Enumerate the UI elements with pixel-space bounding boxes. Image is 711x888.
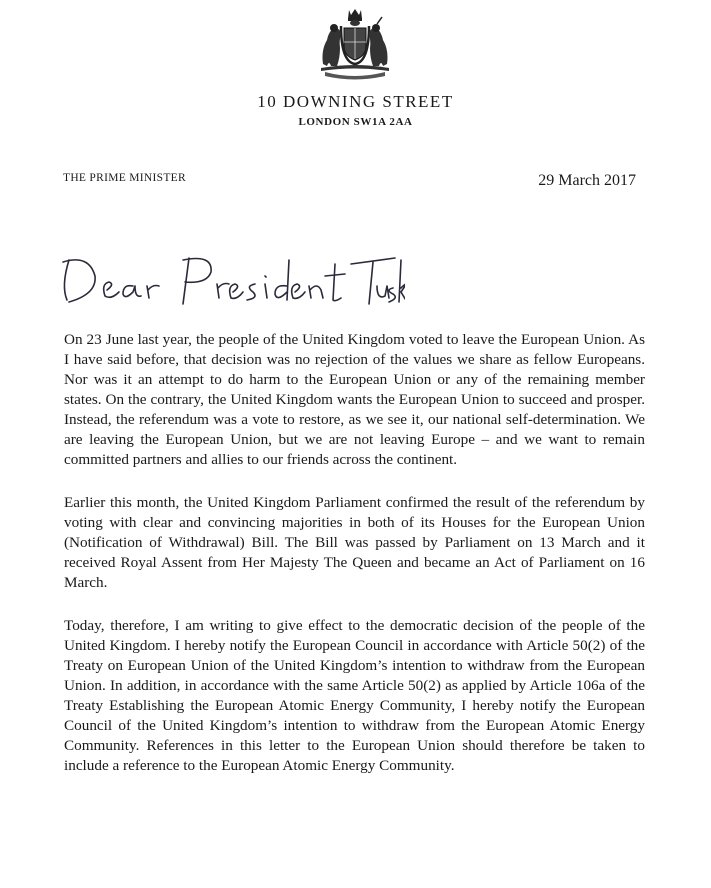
paragraph: Today, therefore, I am writing to give effect to the democratic decision of the people of the United Kingdom. I hereby notify the European Council in accordance with Article 50(2) of the Treaty on European Union of the United Kingdom’s intention to withdraw from the European Union. In addition, in accordance with the same Article 50(2) as applied by Article 106a of the Treaty Establishing the European Atomic Energy Community, I hereby notify the European Council of the United Kingdom’s intention to withdraw from the European Atomic Energy Community. References in this letter to the European Union should therefore be taken to include a reference to the European Atomic Energy Community. [64,617,645,774]
letter-date: 29 March 2017 [538,172,636,189]
letter-body [64,330,645,799]
paragraph: On 23 June last year, the people of the United Kingdom voted to leave the European Union. As I have said before, that decision was no rejection of the values we share as fellow Europeans. Nor was it an attempt to do harm to the European Union or any of the remaining member states. On the contrary, the United Kingdom wants the European Union to succeed and prosper. Instead, the referendum was a vote to restore, as we see it, our national self-determination. We are leaving the European Union, but we are not leaving Europe – and we want to remain committed partners and allies to our friends across the continent. [64,331,645,468]
address-street: 10 DOWNING STREET [257,92,454,111]
address-city-postcode: LONDON SW1A 2AA [298,116,413,128]
handwritten-salutation [55,246,405,312]
paragraph: Earlier this month, the United Kingdom Parliament confirmed the result of the referendum by voting with clear and convincing majorities in both of its Houses for the European Union (Notification of Withdrawal) Bill. The Bill was passed by Parliament on 13 March and it received Royal Assent from Her Majesty The Queen and became an Act of Parliament on 16 March. [64,494,645,591]
royal-coat-of-arms-icon [315,6,395,82]
sender-title: THE PRIME MINISTER [63,172,186,184]
